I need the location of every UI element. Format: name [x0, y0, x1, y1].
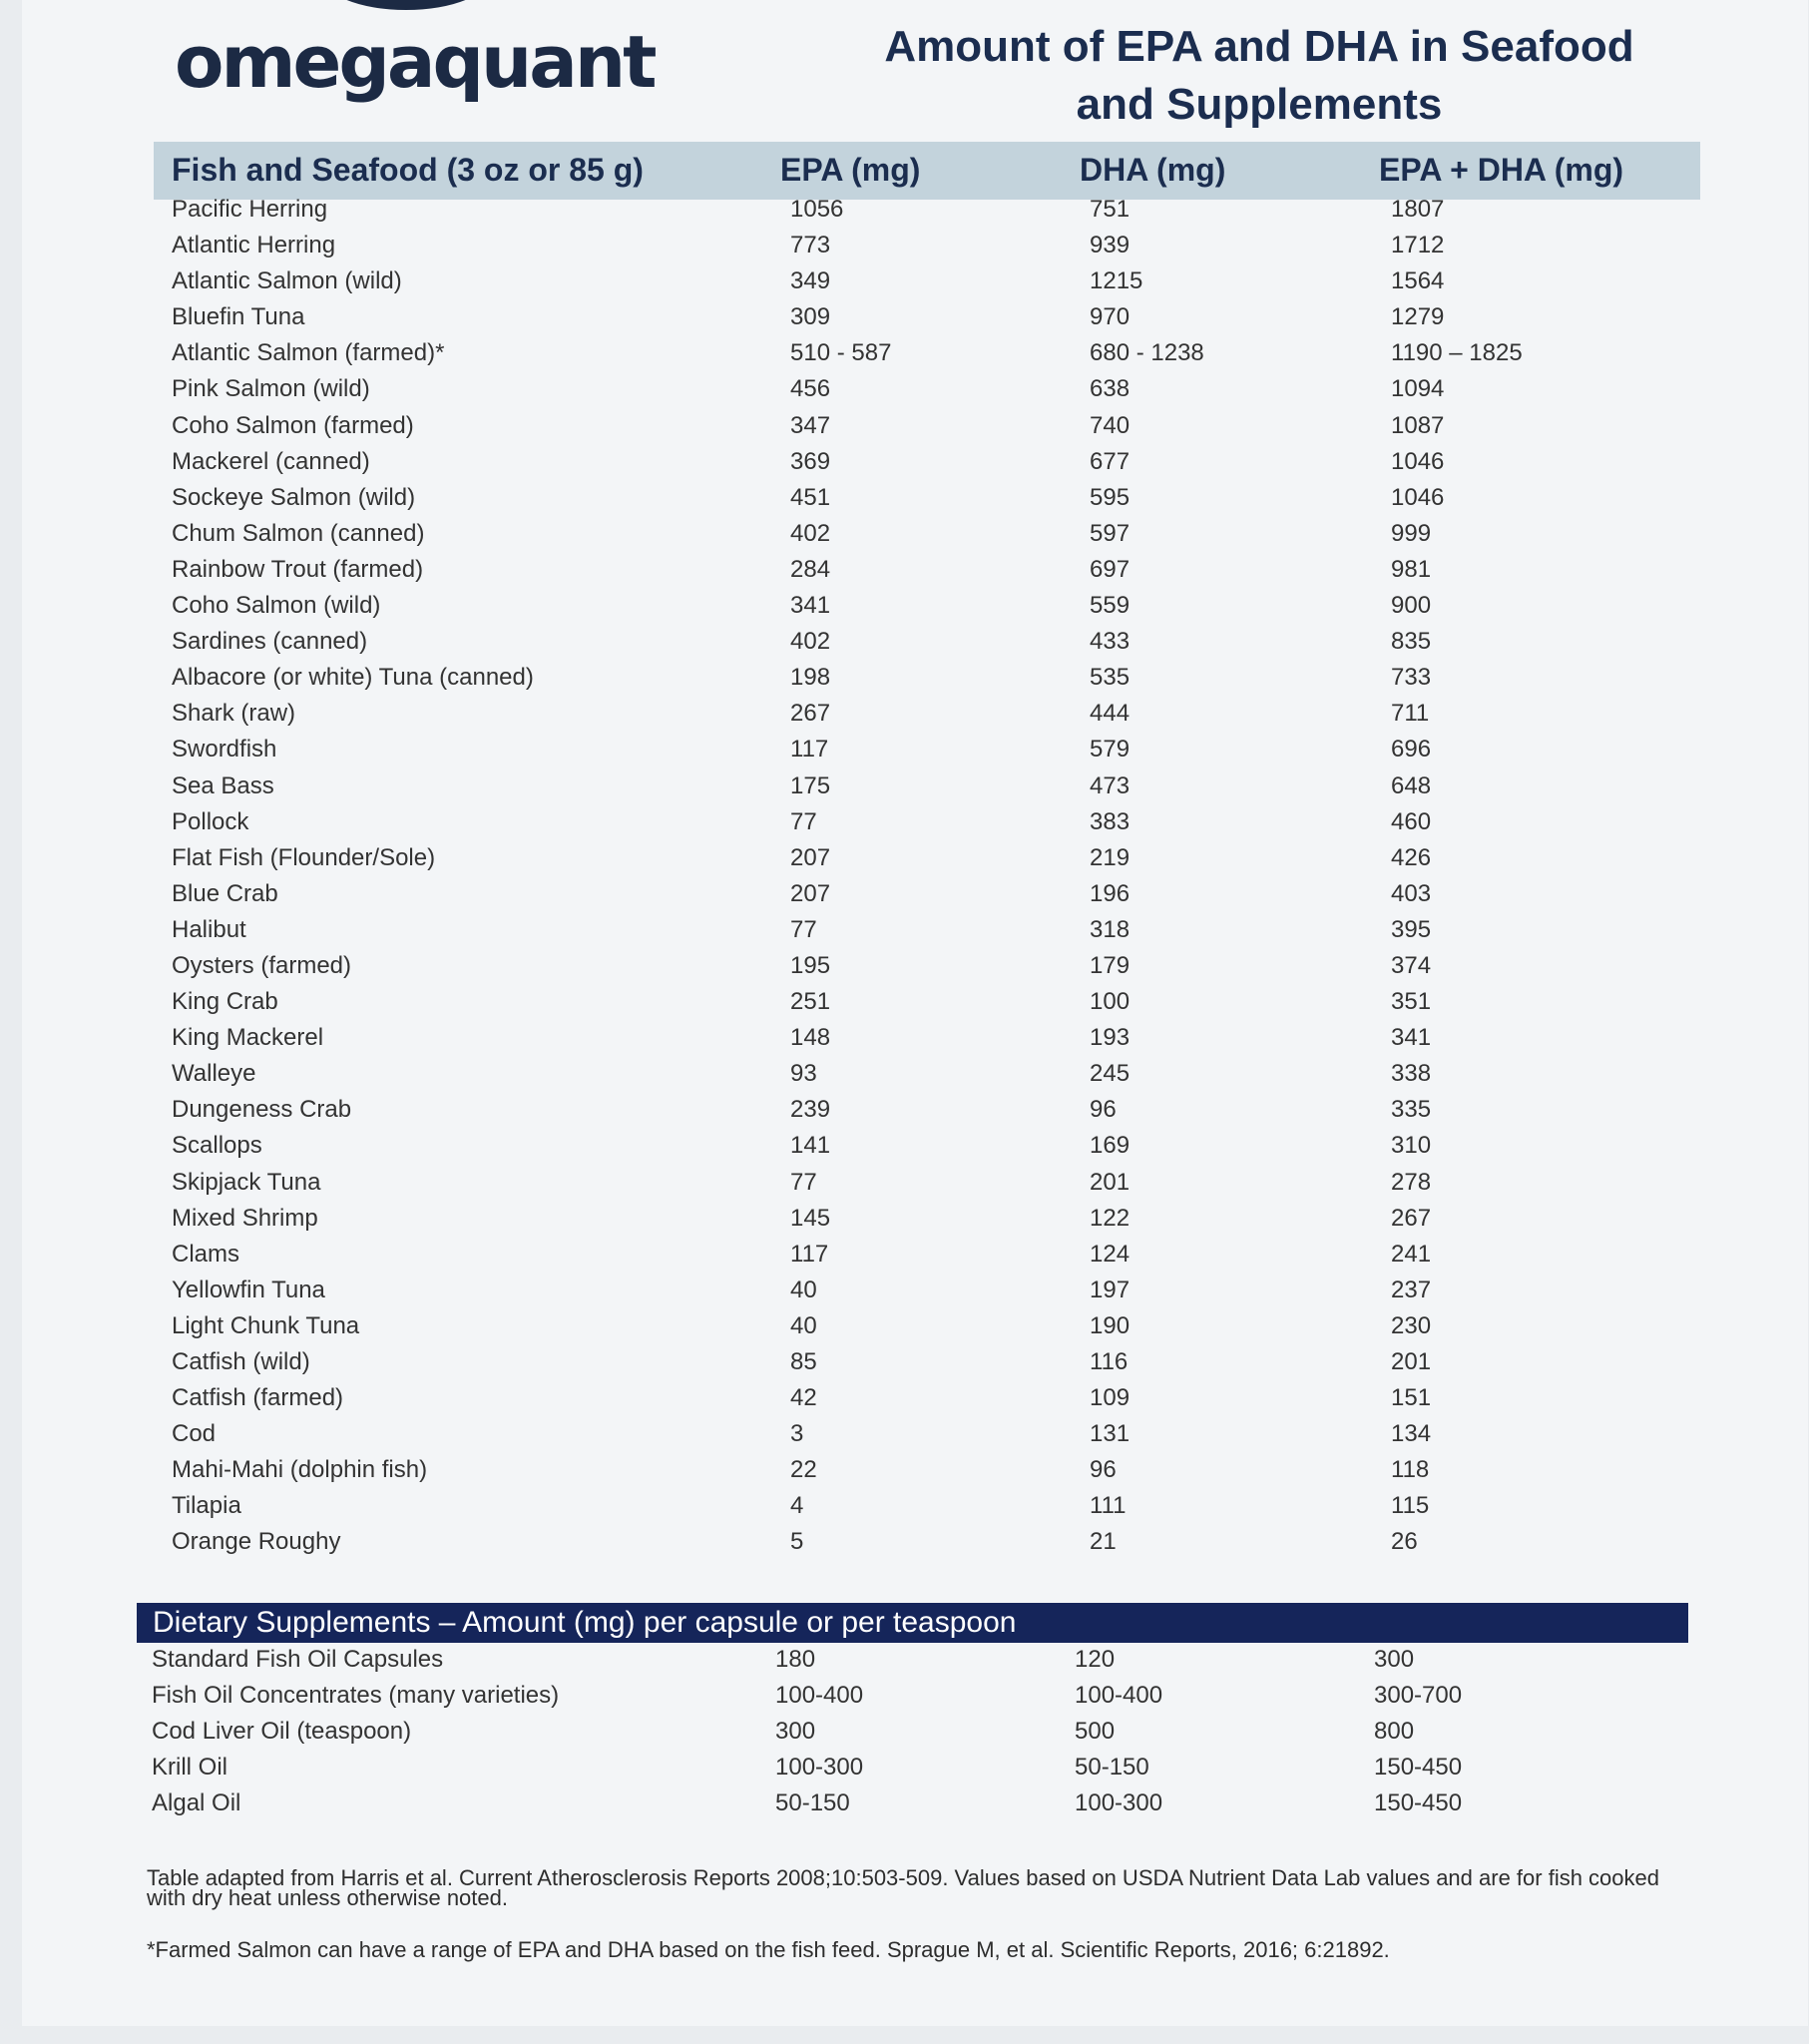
cell-epa: 198 [790, 664, 831, 692]
cell-dha: 597 [1090, 519, 1131, 547]
cell-dha: 500 [1075, 1718, 1116, 1745]
table-row [137, 1678, 1688, 1714]
cell-total: 1094 [1391, 375, 1445, 403]
table-row [162, 263, 1698, 299]
cell-dha: 100-300 [1075, 1789, 1163, 1816]
fish-table-body [162, 192, 1698, 1561]
cell-dha: 96 [1090, 1096, 1117, 1124]
cell-name: Halibut [172, 915, 246, 943]
cell-name: Shark (raw) [172, 700, 296, 728]
cell-dha: 939 [1090, 232, 1131, 259]
cell-epa: 309 [790, 303, 831, 331]
cell-name: Fish Oil Concentrates (many varieties) [152, 1682, 560, 1709]
cell-total: 1046 [1391, 447, 1445, 475]
cell-total: 338 [1391, 1060, 1432, 1088]
cell-epa: 341 [790, 592, 831, 620]
table-row [162, 444, 1698, 480]
cell-epa: 77 [790, 1168, 817, 1196]
cell-epa: 40 [790, 1311, 817, 1339]
cell-epa: 175 [790, 771, 831, 799]
cell-name: Catfish (farmed) [172, 1384, 344, 1412]
cell-name: Flat Fish (Flounder/Sole) [172, 843, 436, 871]
cell-name: Orange Roughy [172, 1528, 341, 1556]
cell-total: 26 [1391, 1528, 1418, 1556]
cell-dha: 100-400 [1075, 1682, 1163, 1709]
cell-total: 278 [1391, 1168, 1432, 1196]
cell-epa: 239 [790, 1096, 831, 1124]
cell-total: 1046 [1391, 483, 1445, 511]
header-total: EPA + DHA (mg) [1379, 152, 1624, 188]
cell-total: 374 [1391, 951, 1432, 979]
cell-name: Clams [172, 1240, 240, 1268]
table-row [162, 1416, 1698, 1452]
cell-epa: 117 [790, 1240, 829, 1268]
cell-name: Chum Salmon (canned) [172, 519, 425, 547]
table-row [137, 1750, 1688, 1786]
cell-dha: 100 [1090, 988, 1131, 1016]
document-page [22, 0, 1808, 2026]
cell-dha: 197 [1090, 1276, 1131, 1303]
cell-epa: 207 [790, 843, 831, 871]
cell-dha: 96 [1090, 1456, 1117, 1484]
cell-epa: 267 [790, 700, 831, 728]
cell-name: Sea Bass [172, 771, 274, 799]
table-row [162, 1488, 1698, 1524]
cell-dha: 1215 [1090, 267, 1143, 295]
cell-total: 1712 [1391, 232, 1445, 259]
cell-name: Light Chunk Tuna [172, 1311, 360, 1339]
table-row [162, 1273, 1698, 1308]
cell-epa: 195 [790, 951, 831, 979]
table-row [162, 1092, 1698, 1128]
table-row [162, 371, 1698, 407]
table-row [162, 335, 1698, 371]
cell-epa: 349 [790, 267, 831, 295]
cell-total: 460 [1391, 807, 1432, 835]
cell-dha: 680 - 1238 [1090, 339, 1204, 367]
cell-name: Oysters (farmed) [172, 951, 352, 979]
cell-dha: 579 [1090, 736, 1131, 764]
cell-epa: 85 [790, 1348, 817, 1375]
table-row [162, 1524, 1698, 1560]
cell-name: Albacore (or white) Tuna (canned) [172, 664, 534, 692]
cell-epa: 510 - 587 [790, 339, 892, 367]
cell-total: 711 [1391, 700, 1430, 728]
table-row [162, 1020, 1698, 1056]
page-title: Amount of EPA and DHA in Seafood and Supplements [884, 22, 1634, 129]
cell-epa: 4 [790, 1492, 804, 1520]
cell-total: 1807 [1391, 196, 1445, 223]
table-row [162, 732, 1698, 767]
cell-total: 150-450 [1374, 1754, 1463, 1781]
source-note: Table adapted from Harris et al. Current Atherosclerosis Reports 2008;10:503-509. Values based on USDA Nutrient Data Lab values and are for fish cooked with dry heat unless otherwise noted. [147, 1865, 1660, 1910]
cell-epa: 100-400 [775, 1682, 864, 1709]
cell-total: 201 [1391, 1348, 1432, 1375]
table-row [162, 588, 1698, 624]
header-fish: Fish and Seafood (3 oz or 85 g) [172, 152, 644, 188]
cell-epa: 207 [790, 879, 831, 907]
table-row [162, 948, 1698, 984]
cell-name: Sockeye Salmon (wild) [172, 483, 416, 511]
cell-total: 241 [1391, 1240, 1432, 1268]
cell-epa: 369 [790, 447, 831, 475]
table-row [162, 1165, 1698, 1201]
cell-dha: 383 [1090, 807, 1131, 835]
cell-name: Atlantic Salmon (wild) [172, 267, 402, 295]
cell-epa: 77 [790, 915, 817, 943]
cell-total: 835 [1391, 628, 1432, 656]
cell-total: 310 [1391, 1132, 1432, 1160]
cell-name: Catfish (wild) [172, 1348, 310, 1375]
cell-name: Coho Salmon (farmed) [172, 411, 414, 439]
cell-epa: 5 [790, 1528, 804, 1556]
cell-epa: 451 [790, 483, 831, 511]
cell-name: Blue Crab [172, 879, 278, 907]
cell-name: Skipjack Tuna [172, 1168, 321, 1196]
cell-epa: 148 [790, 1024, 831, 1052]
cell-name: Dungeness Crab [172, 1096, 352, 1124]
cell-dha: 109 [1090, 1384, 1131, 1412]
table-row [162, 408, 1698, 444]
cell-name: Atlantic Salmon (farmed)* [172, 339, 445, 367]
cell-epa: 100-300 [775, 1754, 864, 1781]
cell-epa: 77 [790, 807, 817, 835]
cell-total: 118 [1391, 1456, 1430, 1484]
cell-name: Swordfish [172, 736, 277, 764]
cell-epa: 22 [790, 1456, 817, 1484]
cell-dha: 124 [1090, 1240, 1131, 1268]
cell-epa: 93 [790, 1060, 817, 1088]
table-row [162, 840, 1698, 876]
cell-total: 733 [1391, 664, 1432, 692]
cell-name: Walleye [172, 1060, 256, 1088]
cell-dha: 190 [1090, 1311, 1131, 1339]
table-row [162, 624, 1698, 660]
supplements-header-label: Dietary Supplements – Amount (mg) per capsule or per teaspoon [153, 1606, 1017, 1639]
logo-arc-icon [321, 0, 491, 10]
cell-dha: 740 [1090, 411, 1131, 439]
cell-epa: 1056 [790, 196, 844, 223]
cell-dha: 638 [1090, 375, 1131, 403]
cell-epa: 50-150 [775, 1789, 850, 1816]
cell-total: 351 [1391, 988, 1432, 1016]
cell-total: 300-700 [1374, 1682, 1463, 1709]
cell-total: 900 [1391, 592, 1432, 620]
cell-name: Standard Fish Oil Capsules [152, 1646, 444, 1673]
supplements-table-body [137, 1642, 1688, 1821]
cell-total: 237 [1391, 1276, 1432, 1303]
cell-dha: 970 [1090, 303, 1131, 331]
cell-name: Algal Oil [152, 1789, 241, 1816]
cell-epa: 117 [790, 736, 829, 764]
cell-dha: 131 [1090, 1420, 1131, 1448]
cell-epa: 42 [790, 1384, 817, 1412]
cell-total: 800 [1374, 1718, 1415, 1745]
cell-dha: 111 [1090, 1492, 1127, 1520]
brand-logo: omegaquant [175, 20, 655, 104]
cell-name: Tilapia [172, 1492, 241, 1520]
cell-total: 1087 [1391, 411, 1445, 439]
table-row [137, 1786, 1688, 1821]
cell-dha: 50-150 [1075, 1754, 1149, 1781]
table-row [162, 516, 1698, 552]
table-row [162, 696, 1698, 732]
supplements-header [137, 1603, 1688, 1643]
cell-dha: 433 [1090, 628, 1131, 656]
cell-dha: 473 [1090, 771, 1131, 799]
cell-name: King Mackerel [172, 1024, 324, 1052]
cell-dha: 677 [1090, 447, 1131, 475]
cell-total: 696 [1391, 736, 1432, 764]
table-row [162, 984, 1698, 1020]
table-row [162, 912, 1698, 948]
cell-epa: 300 [775, 1718, 816, 1745]
table-row [162, 1237, 1698, 1273]
cell-total: 403 [1391, 879, 1432, 907]
cell-name: Sardines (canned) [172, 628, 368, 656]
cell-name: Scallops [172, 1132, 262, 1160]
cell-name: Cod [172, 1420, 217, 1448]
cell-dha: 196 [1090, 879, 1131, 907]
cell-dha: 21 [1090, 1528, 1117, 1556]
table-row [137, 1642, 1688, 1678]
header-epa: EPA (mg) [780, 152, 921, 188]
table-row [162, 1128, 1698, 1164]
cell-name: Yellowfin Tuna [172, 1276, 325, 1303]
cell-total: 1564 [1391, 267, 1445, 295]
cell-dha: 122 [1090, 1204, 1131, 1232]
table-row [162, 1308, 1698, 1344]
cell-total: 151 [1391, 1384, 1432, 1412]
cell-epa: 347 [790, 411, 831, 439]
cell-epa: 141 [790, 1132, 831, 1160]
cell-total: 150-450 [1374, 1789, 1463, 1816]
cell-total: 981 [1391, 555, 1432, 583]
cell-total: 335 [1391, 1096, 1432, 1124]
table-row [162, 299, 1698, 335]
table-row [162, 1380, 1698, 1416]
cell-total: 1279 [1391, 303, 1445, 331]
table-row [162, 552, 1698, 588]
cell-name: Coho Salmon (wild) [172, 592, 381, 620]
cell-dha: 444 [1090, 700, 1131, 728]
cell-dha: 245 [1090, 1060, 1131, 1088]
cell-name: Pollock [172, 807, 249, 835]
cell-dha: 318 [1090, 915, 1131, 943]
cell-total: 395 [1391, 915, 1432, 943]
cell-name: Cod Liver Oil (teaspoon) [152, 1718, 412, 1745]
cell-name: Mahi-Mahi (dolphin fish) [172, 1456, 428, 1484]
header-dha: DHA (mg) [1080, 152, 1226, 188]
farmed-salmon-footnote: *Farmed Salmon can have a range of EPA and DHA based on the fish feed. Sprague M, et al. Scientific Reports, 2016; 6:21892. [147, 1937, 1390, 1962]
cell-epa: 456 [790, 375, 831, 403]
table-row [162, 1344, 1698, 1380]
cell-dha: 559 [1090, 592, 1131, 620]
cell-epa: 284 [790, 555, 831, 583]
cell-dha: 201 [1090, 1168, 1131, 1196]
table-row [162, 1201, 1698, 1237]
cell-epa: 3 [790, 1420, 804, 1448]
cell-dha: 120 [1075, 1646, 1116, 1673]
cell-total: 426 [1391, 843, 1432, 871]
cell-dha: 193 [1090, 1024, 1131, 1052]
cell-total: 230 [1391, 1311, 1432, 1339]
cell-epa: 402 [790, 519, 831, 547]
cell-name: Rainbow Trout (farmed) [172, 555, 424, 583]
cell-epa: 251 [790, 988, 831, 1016]
cell-dha: 595 [1090, 483, 1131, 511]
cell-epa: 40 [790, 1276, 817, 1303]
cell-total: 267 [1391, 1204, 1432, 1232]
cell-epa: 145 [790, 1204, 831, 1232]
cell-name: Pink Salmon (wild) [172, 375, 370, 403]
cell-name: Bluefin Tuna [172, 303, 305, 331]
table-row [162, 804, 1698, 840]
cell-total: 115 [1391, 1492, 1430, 1520]
table-row [162, 192, 1698, 228]
cell-dha: 179 [1090, 951, 1131, 979]
cell-dha: 219 [1090, 843, 1131, 871]
cell-name: Atlantic Herring [172, 232, 336, 259]
cell-total: 648 [1391, 771, 1432, 799]
cell-dha: 169 [1090, 1132, 1131, 1160]
cell-total: 134 [1391, 1420, 1432, 1448]
cell-epa: 402 [790, 628, 831, 656]
cell-name: King Crab [172, 988, 278, 1016]
cell-epa: 773 [790, 232, 831, 259]
cell-epa: 180 [775, 1646, 816, 1673]
cell-name: Mackerel (canned) [172, 447, 370, 475]
cell-total: 999 [1391, 519, 1432, 547]
table-row [162, 1056, 1698, 1092]
cell-dha: 697 [1090, 555, 1131, 583]
cell-dha: 535 [1090, 664, 1131, 692]
cell-name: Mixed Shrimp [172, 1204, 318, 1232]
table-row [162, 480, 1698, 516]
table-row [162, 660, 1698, 696]
cell-name: Krill Oil [152, 1754, 227, 1781]
table-row [162, 228, 1698, 263]
cell-dha: 751 [1090, 196, 1131, 223]
table-row [162, 876, 1698, 912]
cell-name: Pacific Herring [172, 196, 328, 223]
table-row [162, 1452, 1698, 1488]
table-row [162, 768, 1698, 804]
cell-dha: 116 [1090, 1348, 1129, 1375]
cell-total: 300 [1374, 1646, 1415, 1673]
table-row [137, 1714, 1688, 1750]
cell-total: 1190 – 1825 [1391, 339, 1523, 367]
cell-total: 341 [1391, 1024, 1432, 1052]
